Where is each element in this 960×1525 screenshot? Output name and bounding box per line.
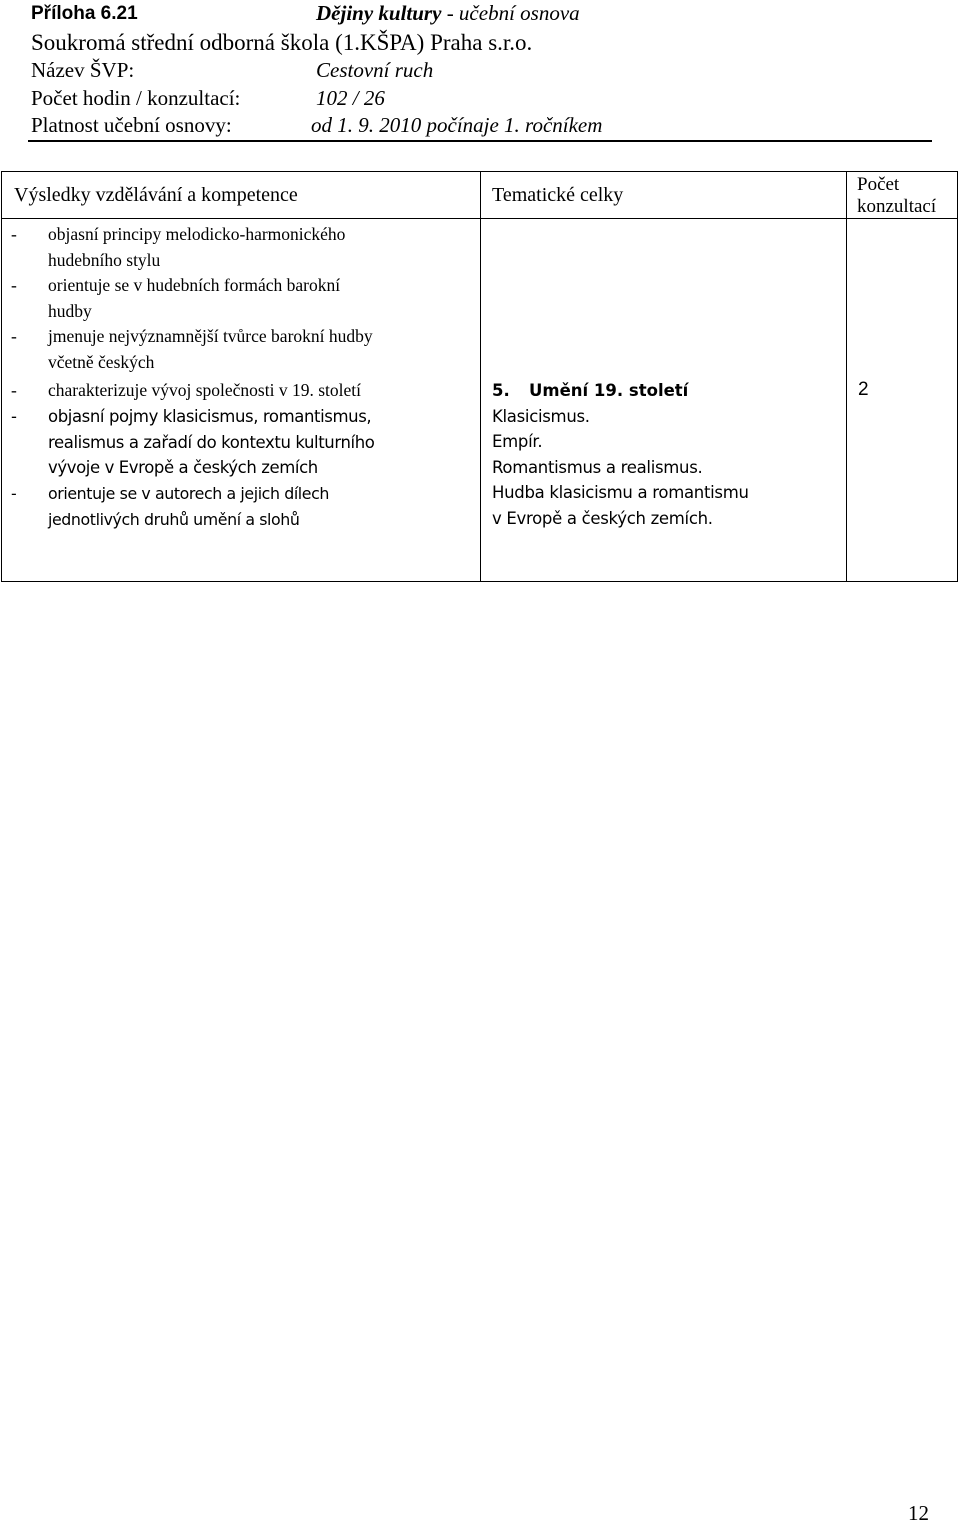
- outcome-item: [11, 222, 471, 273]
- bullet-dash: -: [11, 224, 17, 244]
- header-divider: [28, 140, 932, 142]
- column-header-outcomes: Výsledky vzdělávání a kompetence: [14, 184, 298, 206]
- column-divider: [846, 172, 847, 581]
- outcome-line: objasní pojmy klasicismus, romantismus,: [48, 407, 372, 426]
- outcome-line: včetně českých: [48, 351, 155, 372]
- hours-value: 102 / 26: [316, 86, 385, 110]
- column-header-count-line1: Počet: [857, 174, 900, 195]
- outcome-item: [11, 481, 471, 532]
- outcome-line: realismus a zařadí do kontextu kulturního: [48, 432, 375, 452]
- bullet-dash: -: [11, 484, 17, 503]
- outcome-line: charakterizuje vývoj společnosti v 19. století: [48, 380, 361, 400]
- outcome-item: [11, 273, 471, 324]
- consultations-count: 2: [858, 379, 869, 400]
- outcome-item: [11, 378, 471, 404]
- topic-item: Romantismus a realismus.: [492, 457, 703, 477]
- header-row-divider: [2, 218, 957, 219]
- bullet-dash: -: [11, 407, 17, 426]
- outcome-line: hudebního stylu: [48, 249, 161, 270]
- bullet-dash: -: [11, 380, 17, 400]
- curriculum-table: [1, 171, 958, 582]
- topic-item: Hudba klasicismu a romantismu: [492, 483, 749, 503]
- topic-title: [492, 378, 842, 403]
- topic-item: Klasicismus.: [492, 407, 590, 426]
- outcome-line: hudby: [48, 300, 92, 321]
- topic-name: Umění 19. století: [529, 381, 689, 400]
- outcome-line: orientuje se v autorech a jejich dílech: [48, 484, 330, 503]
- school-name: Soukromá střední odborná škola (1.KŠPA) Praha s.r.o.: [31, 30, 533, 55]
- column-divider: [480, 172, 481, 581]
- bullet-dash: -: [11, 326, 17, 346]
- outcome-line: orientuje se v hudebních formách barokní: [48, 275, 341, 295]
- validity-value: od 1. 9. 2010 počínaje 1. ročníkem: [311, 113, 603, 137]
- subject-name: Dějiny kultury: [316, 1, 442, 25]
- column-header-topics: Tematické celky: [492, 184, 624, 206]
- outcome-line: objasní principy melodicko-harmonického: [48, 224, 346, 244]
- topic-item: Empír.: [492, 432, 543, 452]
- appendix-label: Příloha 6.21: [31, 3, 138, 24]
- hours-label: Počet hodin / konzultací:: [31, 86, 241, 110]
- validity-label: Platnost učební osnovy:: [31, 113, 232, 137]
- column-header-count-line2: konzultací: [857, 196, 937, 217]
- program-value: Cestovní ruch: [316, 58, 434, 82]
- outcome-item: [11, 404, 471, 481]
- topic-items: [492, 404, 842, 531]
- outcome-line: jmenuje nejvýznamnější tvůrce barokní hudby: [48, 326, 373, 346]
- subject-suffix: - učební osnova: [441, 1, 580, 25]
- topic-number: 5.: [492, 381, 510, 400]
- page-number: 12: [908, 1501, 929, 1525]
- subject-title: [316, 3, 580, 24]
- outcome-item: [11, 324, 471, 375]
- column-header-consultations: [857, 174, 957, 218]
- bullet-dash: -: [11, 275, 17, 295]
- topic-item: v Evropě a českých zemích.: [492, 508, 713, 528]
- outcome-line: vývoje v Evropě a českých zemích: [48, 458, 318, 478]
- program-label: Název ŠVP:: [31, 58, 135, 82]
- outcome-line: jednotlivých druhů umění a slohů: [48, 509, 300, 529]
